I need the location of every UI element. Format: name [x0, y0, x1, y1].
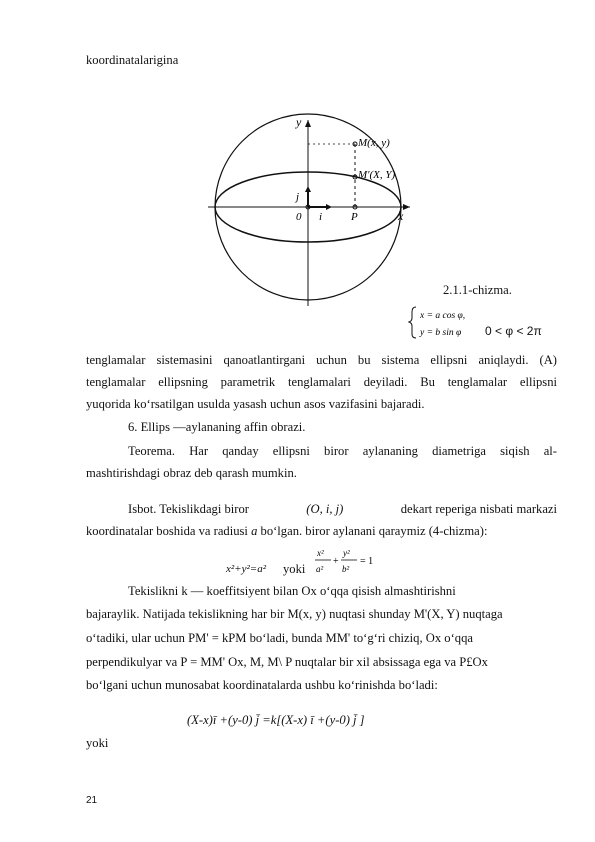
param-line-1: x = a cos φ, — [420, 311, 466, 321]
frac2-num: y² — [343, 548, 350, 558]
proof-line-1-a: Isbot. Tekislikdagi biror — [128, 502, 249, 516]
circle-equation: x²+y²=a² — [226, 563, 267, 575]
frac1-num: x² — [317, 548, 324, 558]
equation-yoki: yoki — [283, 562, 306, 576]
section-heading-6: 6. Ellips —aylananing affin obrazi. — [128, 420, 306, 434]
equals-one: = 1 — [360, 556, 374, 567]
param-line-2: y = b sin φ — [420, 328, 462, 338]
para2-line-5: bo‘lgani uchun munosabat koordinatalarda ushbu ko‘rinishda bo‘ladi: — [86, 678, 438, 692]
proof-line-1-b: dekart reperiga nisbati markazi — [400, 502, 557, 516]
para1-line-3: yuqorida ko‘rsatilgan usulda yasash uchun asos vazifasini bajaradi. — [86, 397, 425, 411]
para2-line-3: o‘tadiki, ular uchun PM' = kPM bo‘ladi, bunda MM' to‘g‘ri chiziq, Ox o‘qqa — [86, 631, 473, 645]
plus-sign: + — [333, 556, 339, 567]
theorem-paragraph — [86, 440, 557, 484]
para2-line-4: perpendikulyar va P = MM' Ox, M, M\ P nuqtalar bir xil absissaga ega va P£Ox — [86, 655, 488, 669]
y-axis-arrow — [305, 120, 311, 127]
vector-i-arrow — [326, 204, 332, 210]
yoki-line: yoki — [86, 736, 109, 750]
label-y: y — [296, 115, 302, 129]
para2-line-2: bajaraylik. Natijada tekislikning har bir M(x, y) nuqtasi shunday M'(X, Y) nuqtaga — [86, 607, 503, 621]
label-m: M(x, y) — [358, 137, 390, 149]
proof-line-2-b: bo‘lgan. biror aylanani qaraymiz (4-chizma): — [257, 524, 488, 538]
vector-j-arrow — [305, 186, 311, 192]
label-j: j — [296, 191, 300, 203]
param-range: 0 < φ < 2π — [485, 324, 542, 338]
proof-line-2 — [86, 524, 487, 539]
para1-line-2: tenglamalar ellipsning parametrik tenglamalari deyiladi. Bu tenglamalar ellipsni — [86, 375, 557, 389]
frac2-den: b² — [342, 564, 350, 574]
theorem-line-2: mashtirishdagi obraz deb qarash mumkin. — [86, 466, 297, 480]
proof-line-1 — [128, 502, 557, 517]
para2-line-1: Tekislikni k — koeffitsiyent bilan Ox o‘qqa qisish almashtirishni — [128, 584, 456, 598]
ellipse-equation — [313, 544, 383, 578]
figure-caption: 2.1.1-chizma. — [443, 283, 512, 297]
label-i: i — [319, 211, 323, 223]
frac1-den: a² — [316, 564, 324, 574]
para1-line-1: tenglamalar sistemasini qanoatlantirgani uchun bu sistema ellipsni aniqlaydi. (A) — [86, 353, 557, 367]
ellipse-circle-figure — [200, 108, 430, 308]
top-line: koordinatalarigina — [86, 53, 179, 67]
radius-var: a — [251, 524, 258, 538]
theorem-line-1: Teorema. Har qanday ellipsni biror aylananing diametriga siqish al- — [128, 444, 557, 458]
label-p: P — [351, 211, 358, 223]
label-m-prime: M'(X, Y) — [358, 169, 396, 181]
proof-line-2-a: koordinatalar boshida va radiusi — [86, 524, 252, 538]
paragraph-1 — [86, 349, 557, 415]
proof-frame: (O, i, j) — [306, 502, 344, 516]
brace-icon — [409, 307, 416, 338]
label-origin: 0 — [296, 211, 302, 223]
x-axis-arrow — [403, 204, 410, 210]
label-x: x — [398, 209, 404, 223]
page-number: 21 — [86, 795, 98, 806]
vector-equation: (X-x)ī +(y-0) j̄ =k[(X-x) ī +(y-0) j̄ ] — [187, 713, 365, 727]
